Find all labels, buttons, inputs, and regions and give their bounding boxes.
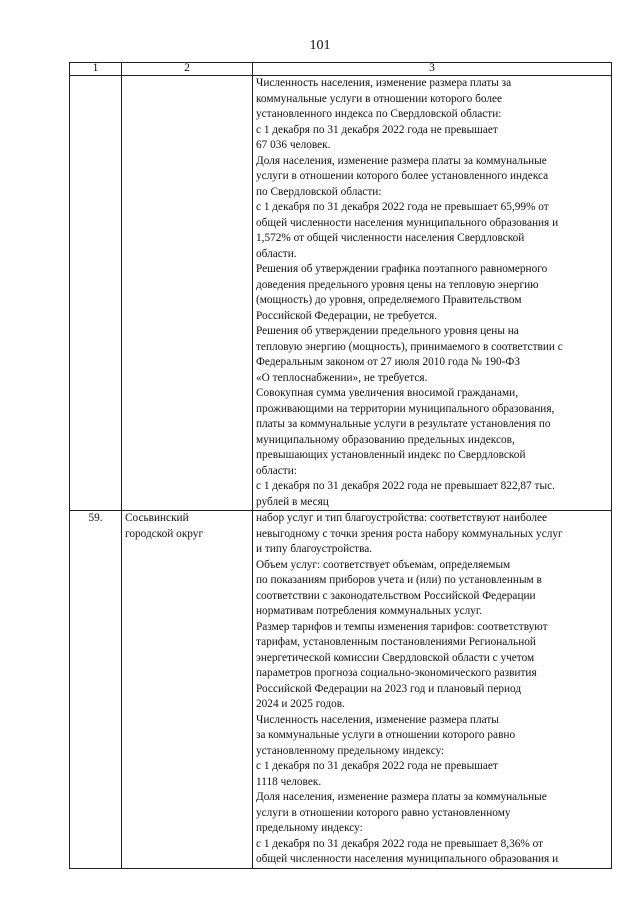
table-row — [70, 511, 612, 869]
text-line: платы за коммунальные услуги в результате установления по — [256, 418, 551, 430]
header-col-1: 1 — [70, 63, 122, 76]
table-row — [70, 76, 612, 511]
row-number: 59. — [88, 512, 103, 524]
text-line: параметров прогноза социально-экономического развития — [256, 667, 537, 679]
tariff-table — [69, 62, 612, 869]
municipality-cell — [122, 511, 253, 869]
text-line: невыгодному с точки зрения роста набору коммунальных услуг — [256, 527, 563, 540]
row-number-cell — [70, 511, 122, 869]
municipality-cell — [122, 76, 253, 511]
text-line: муниципальному образованию предельных индексов, — [256, 433, 515, 446]
text-line: Федеральным законом от 27 июля 2010 года № 190-ФЗ — [256, 356, 521, 368]
text-line: Объем услуг: соответствует объемам, определяемым — [256, 558, 511, 571]
text-line: 1,572% от общей численности населения Свердловской — [256, 232, 525, 244]
text-line: и типу благоустройства. — [256, 543, 373, 555]
text-line: за коммунальные услуги в отношении которого равно — [256, 729, 516, 741]
text-line: по показаниям приборов учета и (или) по установленным в — [256, 574, 542, 586]
text-line: «О теплоснабжении», не требуется. — [256, 371, 428, 384]
text-line: Решения об утверждении графика поэтапного равномерного — [256, 263, 548, 275]
text-line: Численность населения, изменение размера платы за — [256, 77, 512, 89]
text-line: превышающих установленный индекс по Свердловской — [256, 449, 526, 461]
text-line: области: — [256, 464, 297, 477]
text-line: Численность населения, изменение размера платы — [256, 713, 499, 726]
text-line: установленному предельному индексу: — [256, 744, 445, 757]
text-line: тепловую энергию (мощность), принимаемого в соответствии с — [256, 340, 563, 353]
text-line: соответствии с законодательством Российской Федерации — [256, 589, 536, 602]
text-line: общей численности населения муниципального образования и — [256, 216, 559, 229]
text-line: 67 036 человек. — [256, 139, 331, 151]
text-line: Размер тарифов и темпы изменения тарифов: соответствуют — [256, 620, 548, 633]
row-number-cell — [70, 76, 122, 511]
text-line: с 1 декабря по 31 декабря 2022 года не превышает — [256, 760, 498, 772]
text-line: общей численности населения муниципального образования и — [256, 853, 559, 865]
indicator-text-cell — [253, 76, 612, 511]
text-line: 1118 человек. — [256, 775, 322, 788]
text-line: Доля населения, изменение размера платы за коммунальные — [256, 791, 547, 803]
text-line: с 1 декабря по 31 декабря 2022 года не превышает 822,87 тыс. — [256, 480, 555, 492]
text-line: коммунальные услуги в отношении которого более — [256, 92, 503, 105]
text-line: с 1 декабря по 31 декабря 2022 года не превышает 8,36% от — [256, 837, 544, 850]
text-line: тарифам, установленным постановлениями Региональной — [256, 636, 536, 648]
text-line: 2024 и 2025 годов. — [256, 698, 345, 710]
page-number: 101 — [309, 38, 331, 53]
text-line: Доля населения, изменение размера платы за коммунальные — [256, 154, 547, 167]
text-line: нормативам потребления коммунальных услуг. — [256, 605, 483, 617]
table-header-row — [70, 63, 612, 76]
text-line: доведения предельного уровня цены на тепловую энергию — [256, 278, 539, 291]
text-line: проживающими на территории муниципального образования, — [256, 402, 555, 415]
text-line: с 1 декабря по 31 декабря 2022 года не превышает 65,99% от — [256, 201, 549, 213]
municipality-name-line: городской округ — [125, 527, 204, 540]
text-line: установленного индекса по Свердловской области: — [256, 108, 502, 120]
text-line: области. — [256, 247, 297, 260]
text-line: Совокупная сумма увеличения вносимой гражданами, — [256, 387, 519, 399]
text-line: рублей в месяц — [256, 495, 329, 508]
text-line: Российской Федерации, не требуется. — [256, 309, 438, 322]
text-line: (мощность) до уровня, определяемого Правительством — [256, 294, 522, 306]
text-line: Решения об утверждении предельного уровня цены на — [256, 325, 519, 337]
header-col-2: 2 — [122, 63, 253, 76]
text-line: по Свердловской области: — [256, 185, 382, 198]
indicator-text-cell — [253, 511, 612, 869]
text-line: Российской Федерации на 2023 год и плановый период — [256, 682, 522, 695]
text-line: набор услуг и тип благоустройства: соответствуют наиболее — [256, 512, 548, 524]
text-line: предельному индексу: — [256, 822, 363, 834]
municipality-name-line: Сосьвинский — [125, 512, 189, 524]
text-line: услуги в отношении которого более установленного индекса — [256, 170, 549, 182]
text-line: энергетической комиссии Свердловской области с учетом — [256, 651, 535, 664]
header-col-3: 3 — [253, 63, 612, 76]
text-line: услуги в отношении которого равно установленному — [256, 806, 511, 819]
text-line: с 1 декабря по 31 декабря 2022 года не превышает — [256, 123, 498, 136]
